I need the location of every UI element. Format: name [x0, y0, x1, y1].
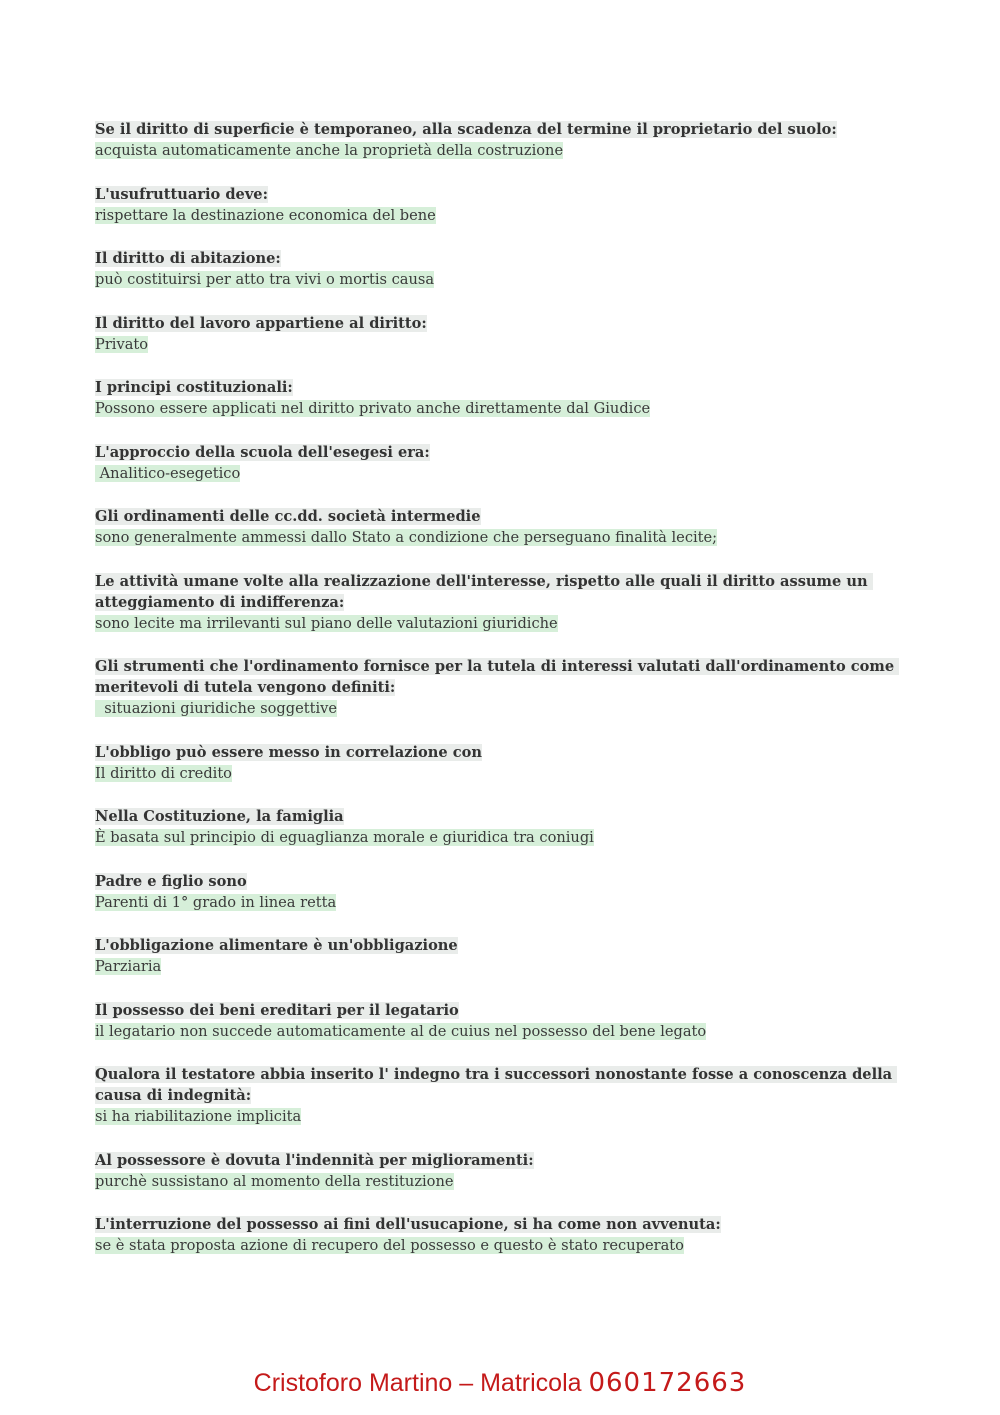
answer-text: sono generalmente ammessi dallo Stato a condizione che perseguano finalità lecite;: [95, 529, 718, 546]
question-text: Se il diritto di superficie è temporaneo, alla scadenza del termine il proprietario del suolo:: [95, 121, 837, 138]
question-text: Nella Costituzione, la famiglia: [95, 808, 344, 825]
answer-text: si ha riabilitazione implicita: [95, 1108, 302, 1125]
answer-text: Il diritto di credito: [95, 764, 232, 782]
qa-item: [95, 656, 900, 719]
qa-item: [95, 742, 895, 784]
answer-text: il legatario non succede automaticamente al de cuius nel possesso del bene legato: [95, 1022, 707, 1040]
qa-item: [95, 377, 895, 419]
footer-signature: [0, 1366, 1000, 1400]
question-text: L'obbligo può essere messo in correlazione con: [95, 743, 482, 761]
qa-item: [95, 248, 895, 290]
question-text: Al possessore è dovuta l'indennità per miglioramenti:: [95, 1151, 534, 1169]
question-text: Le attività umane volte alla realizzazione dell'interesse, rispetto alle quali il diritto assume un atteggiamento di indifferenza:: [95, 572, 873, 611]
question-text: Il possesso dei beni ereditari per il legatario: [95, 1001, 459, 1019]
question-text: I principi costituzionali:: [95, 379, 293, 396]
question-text: L'obbligazione alimentare è un'obbligazione: [95, 937, 458, 954]
qa-item: [95, 1000, 895, 1042]
answer-text: sono lecite ma irrilevanti sul piano delle valutazioni giuridiche: [95, 614, 558, 632]
footer-matricola-number: 060172663: [588, 1368, 747, 1398]
qa-item: [95, 935, 895, 977]
question-text: Gli ordinamenti delle cc.dd. società intermedie: [95, 508, 481, 525]
qa-item: [95, 806, 895, 848]
footer-name: Cristoforo Martino – Matricola: [253, 1369, 589, 1397]
answer-text: È basata sul principio di eguaglianza morale e giuridica tra coniugi: [95, 829, 594, 846]
qa-item: [95, 1064, 898, 1127]
question-text: Gli strumenti che l'ordinamento fornisce per la tutela di interessi valutati dall'ordinamento come meritevoli di tutela vengono definiti:: [95, 658, 900, 696]
question-text: Il diritto di abitazione:: [95, 250, 281, 267]
qa-item: [95, 442, 895, 484]
qa-item: [95, 571, 895, 634]
question-text: L'usufruttuario deve:: [95, 185, 268, 203]
question-text: Il diritto del lavoro appartiene al diritto:: [95, 314, 427, 332]
question-text: Padre e figlio sono: [95, 872, 247, 890]
qa-item: [95, 313, 895, 355]
qa-item: [95, 506, 895, 548]
answer-text: Possono essere applicati nel diritto privato anche direttamente dal Giudice: [95, 400, 651, 417]
answer-text: Privato: [95, 335, 149, 353]
qa-item: [95, 119, 895, 161]
answer-text: purchè sussistano al momento della restituzione: [95, 1172, 454, 1190]
question-text: L'approccio della scuola dell'esegesi era:: [95, 443, 430, 461]
answer-text: situazioni giuridiche soggettive: [95, 700, 338, 717]
answer-text: se è stata proposta azione di recupero del possesso e questo è stato recuperato: [95, 1237, 684, 1254]
qa-item: [95, 184, 895, 226]
qa-item: [95, 871, 895, 913]
qa-item: [95, 1150, 895, 1192]
answer-text: Parenti di 1° grado in linea retta: [95, 893, 337, 911]
qa-item: [95, 1214, 895, 1256]
question-text: L'interruzione del possesso ai fini dell'usucapione, si ha come non avvenuta:: [95, 1216, 721, 1233]
answer-text: può costituirsi per atto tra vivi o mortis causa: [95, 271, 435, 288]
answer-text: Parziaria: [95, 958, 162, 975]
answer-text: acquista automaticamente anche la proprietà della costruzione: [95, 142, 564, 159]
question-text: Qualora il testatore abbia inserito l' indegno tra i successori nonostante fosse a conoscenza della causa di indegnità:: [95, 1066, 898, 1104]
answer-text: rispettare la destinazione economica del bene: [95, 206, 436, 224]
answer-text: Analitico-esegetico: [95, 464, 241, 482]
document-body: [95, 119, 900, 1279]
